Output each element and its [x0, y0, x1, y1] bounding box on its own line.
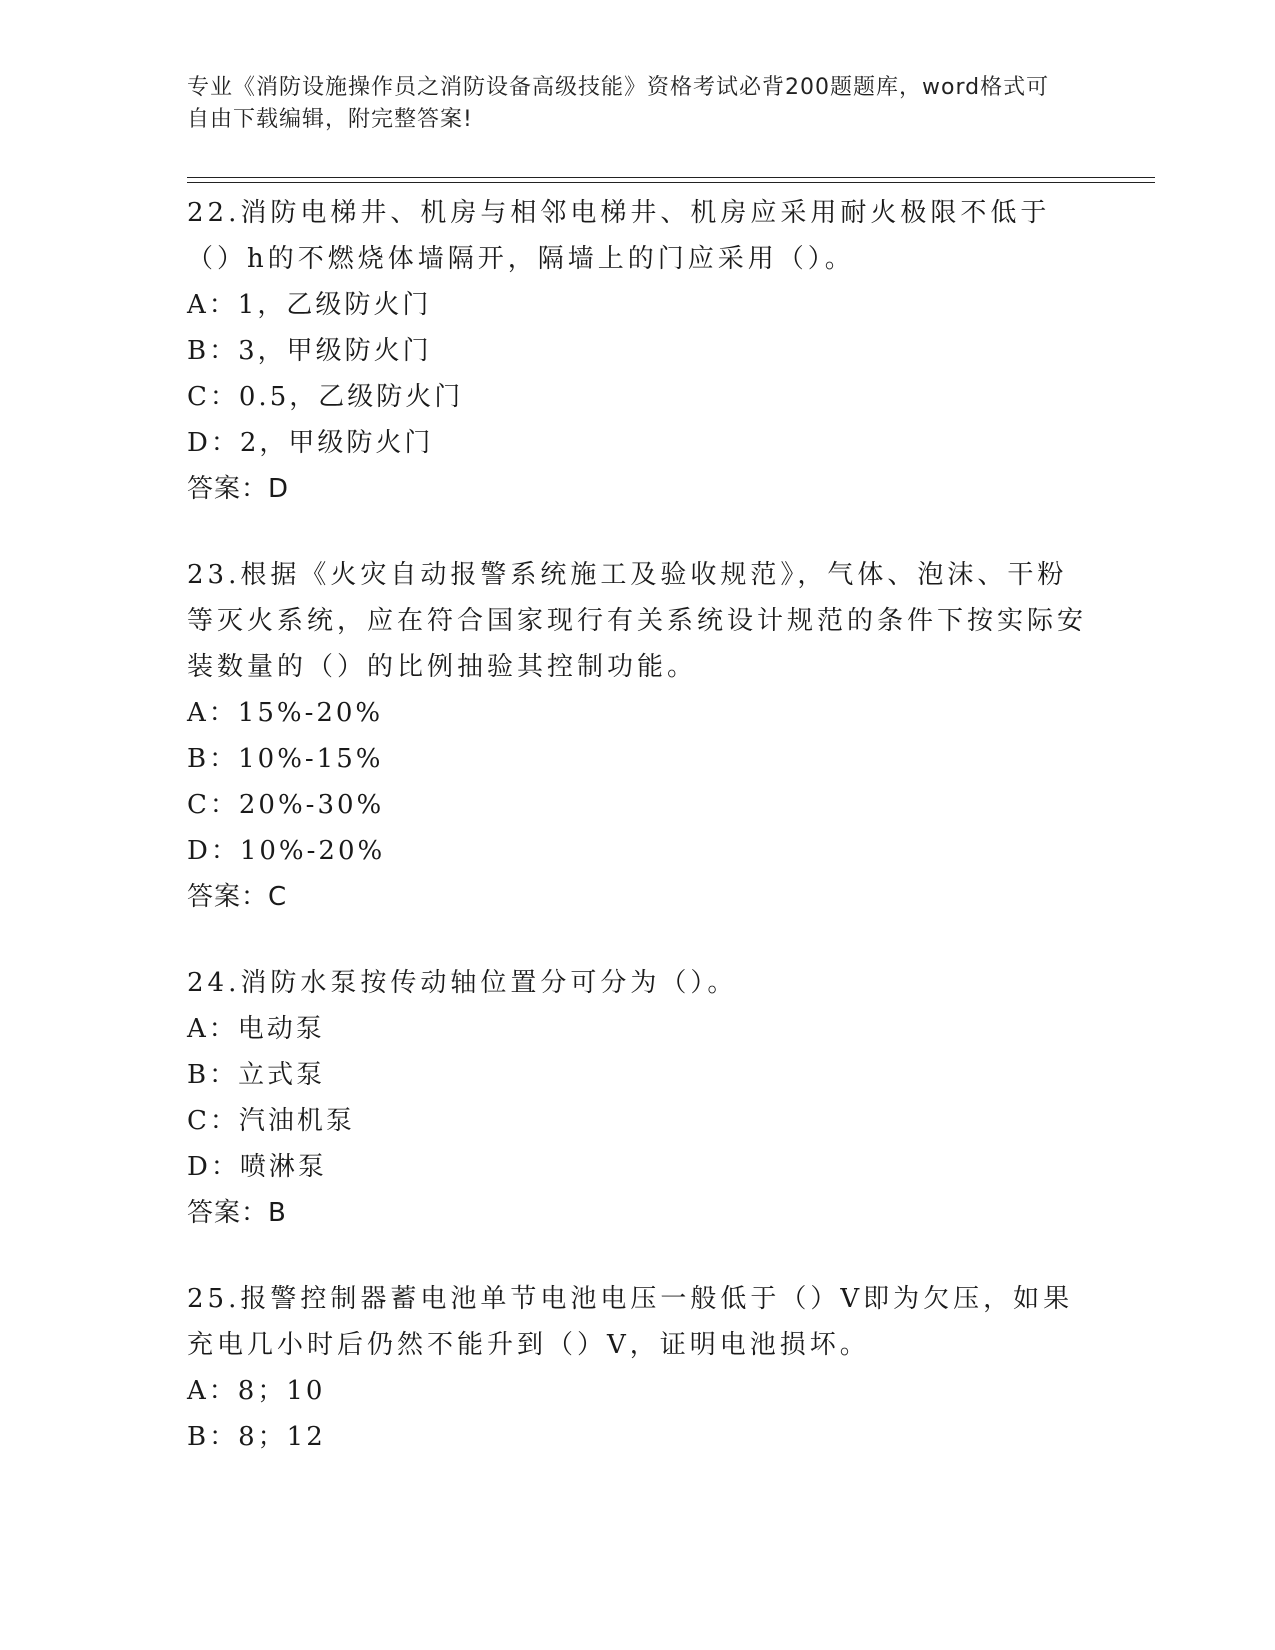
answer: 答案：B: [187, 1198, 287, 1228]
question-stem: 22.消防电梯井、机房与相邻电梯井、机房应采用耐火极限不低于（）h的不燃烧体墙隔开，隔墙上的门应采用（）。: [187, 198, 1051, 274]
option-d: D：10%-20%: [187, 836, 386, 866]
option-c: C：0.5，乙级防火门: [187, 382, 464, 412]
option-c: C：20%-30%: [187, 790, 385, 820]
option-d: D：喷淋泵: [187, 1152, 327, 1182]
question-22: [187, 190, 1087, 512]
option-b: B：立式泵: [187, 1060, 326, 1090]
option-a: A：电动泵: [187, 1014, 325, 1044]
question-stem: 25.报警控制器蓄电池单节电池电压一般低于（）V即为欠压，如果充电几小时后仍然不能升到（）V，证明电池损坏。: [187, 1284, 1074, 1360]
document-header: 专业《消防设施操作员之消防设备高级技能》资格考试必背200题题库，word格式可自由下载编辑，附完整答案!: [187, 75, 1050, 132]
question-23: [187, 552, 1087, 920]
option-d: D：2，甲级防火门: [187, 428, 434, 458]
question-list: [187, 190, 1087, 1500]
option-b: B：3，甲级防火门: [187, 336, 432, 366]
question-stem: 23.根据《火灾自动报警系统施工及验收规范》，气体、泡沫、干粉等灭火系统，应在符合国家现行有关系统设计规范的条件下按实际安装数量的（）的比例抽验其控制功能。: [187, 560, 1088, 682]
option-a: A：15%-20%: [187, 698, 384, 728]
option-b: B：10%-15%: [187, 744, 384, 774]
option-b: B：8；12: [187, 1422, 326, 1452]
answer: 答案：C: [187, 882, 288, 912]
option-c: C：汽油机泵: [187, 1106, 355, 1136]
question-24: [187, 960, 1087, 1236]
question-stem: 24.消防水泵按传动轴位置分可分为（）。: [187, 968, 738, 998]
option-a: A：8；10: [187, 1376, 326, 1406]
header-divider-top: [187, 177, 1155, 178]
question-25: [187, 1276, 1087, 1460]
option-a: A：1，乙级防火门: [187, 290, 432, 320]
answer: 答案：D: [187, 474, 290, 504]
header-divider-bottom: [187, 182, 1155, 183]
